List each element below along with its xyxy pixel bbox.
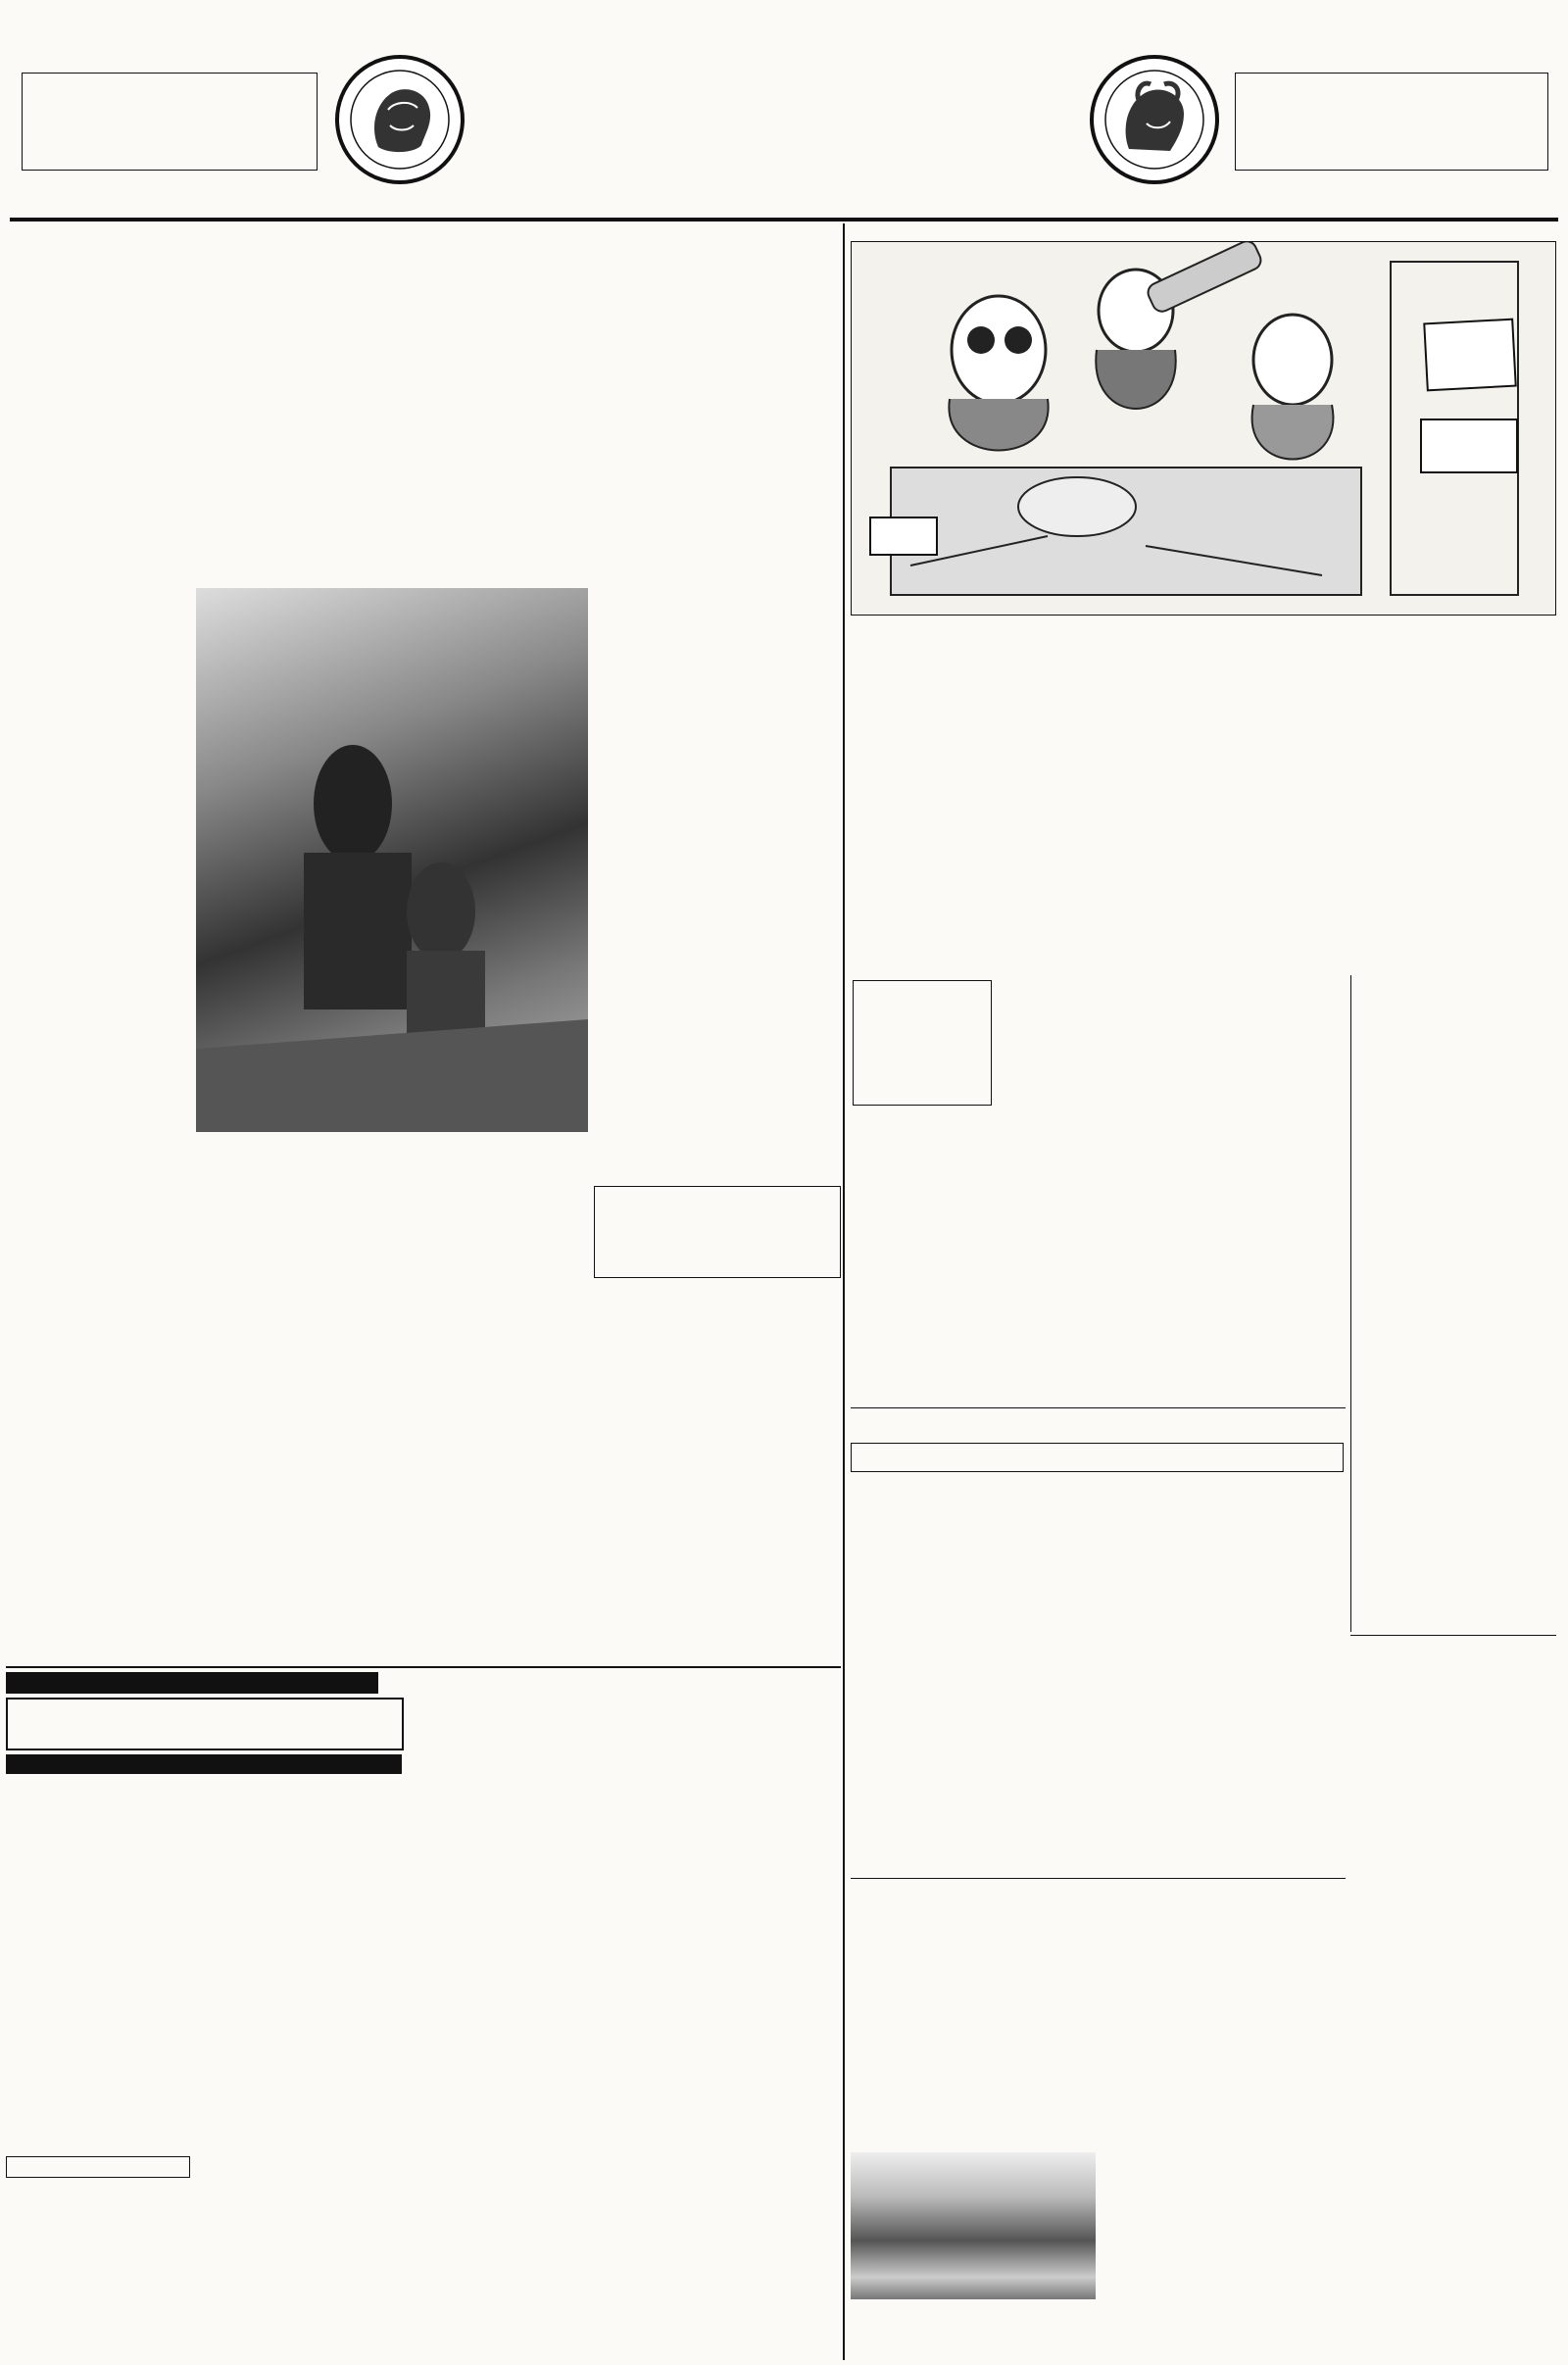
christian-dream-author <box>6 1754 402 1774</box>
dateline <box>1356 1500 1552 1512</box>
niagara-photo <box>851 2152 1096 2299</box>
cartoon-sign-delphi <box>869 517 938 556</box>
dateline <box>1164 980 1350 993</box>
christian-dream-col-3 <box>406 1672 608 2358</box>
article-text <box>10 841 191 1135</box>
soldiers-photo-icon <box>196 588 588 1132</box>
khrushchev-col-0 <box>853 1109 990 1404</box>
athens-col-1 <box>851 1543 1096 1876</box>
article-text <box>1354 1138 1550 1265</box>
article-text <box>594 1282 839 1645</box>
article-text <box>851 1997 1096 2130</box>
customs-col-1 <box>851 1985 1096 2132</box>
main-story-column-c <box>196 1201 387 1661</box>
cartoon-frame <box>851 241 1556 616</box>
customs-col-2 <box>1100 1985 1345 2357</box>
athens-col-2 <box>1100 1543 1345 1876</box>
article-text <box>612 1672 839 2319</box>
section-rule <box>851 1878 1346 1879</box>
athens-crime-headline <box>851 1439 1346 1472</box>
ethiopia-box <box>1356 1313 1552 1408</box>
khrushchev-col-1 <box>994 980 1160 1402</box>
dateline <box>1354 1125 1550 1138</box>
masthead-info <box>23 74 317 75</box>
article-text <box>592 588 839 823</box>
article-text <box>994 993 1160 1395</box>
masthead-rule <box>10 218 1558 222</box>
christian-dream-kicker <box>6 1672 378 1694</box>
dateline <box>851 1543 1096 1555</box>
article-text <box>592 1015 839 1113</box>
article-text <box>6 2182 202 2329</box>
article-text <box>1164 993 1350 1228</box>
dateline <box>851 1985 1096 1997</box>
cartoon-sign-secret <box>1420 419 1518 473</box>
main-story-column-a <box>10 588 191 1294</box>
christian-dream-col-1 <box>6 1780 202 2358</box>
dateline <box>994 980 1160 993</box>
main-dateline-text <box>10 588 191 833</box>
india-article <box>594 1282 839 1664</box>
article-text <box>851 1555 1096 1874</box>
khrushchev-col-3 <box>1354 980 1550 1313</box>
section-box <box>6 2156 190 2178</box>
laos-war-photo <box>196 588 588 1132</box>
article-text <box>1356 1512 1552 1567</box>
india-box <box>594 1186 841 1278</box>
athens-sub-box <box>851 1443 1344 1472</box>
article-text <box>6 1780 202 2152</box>
section-rule <box>851 1407 1346 1408</box>
niagara-caption <box>851 2303 1096 2358</box>
article-text <box>1100 1985 1345 2161</box>
section-rule <box>1350 1635 1556 1636</box>
article-text <box>1164 1236 1350 1393</box>
hammarskjold-box <box>853 980 992 1106</box>
christian-dream-col-4 <box>612 1672 839 2358</box>
main-story-column-b <box>592 588 839 1132</box>
laos-photo-caption <box>196 1137 588 1196</box>
cartoon-sign-electoral-laws <box>1423 319 1517 392</box>
article-text <box>10 1143 191 1280</box>
article-text <box>1100 2169 1345 2345</box>
article-text <box>1356 1332 1552 1408</box>
main-story-headlines <box>6 223 841 225</box>
article-text <box>1354 980 1550 1117</box>
column-rule <box>1350 975 1351 1632</box>
article-text <box>592 831 839 1008</box>
article-text <box>392 1205 588 1597</box>
date-box <box>1235 73 1548 171</box>
dateline <box>1356 1319 1552 1332</box>
masthead-info-box <box>22 73 318 171</box>
christian-dream-title-box <box>6 1698 404 1750</box>
center-column-rule <box>843 223 845 2360</box>
main-story-column-a2 <box>10 1299 191 1661</box>
section-rule <box>6 1666 841 1668</box>
main-story-column-d <box>392 1201 588 1597</box>
chicago-box <box>1356 1498 1552 1567</box>
philip-seal-icon <box>331 51 468 188</box>
khrushchev-col-2 <box>1164 980 1350 1402</box>
christian-dream-col-2 <box>206 1780 402 2358</box>
alexander-seal-icon <box>1086 51 1223 188</box>
